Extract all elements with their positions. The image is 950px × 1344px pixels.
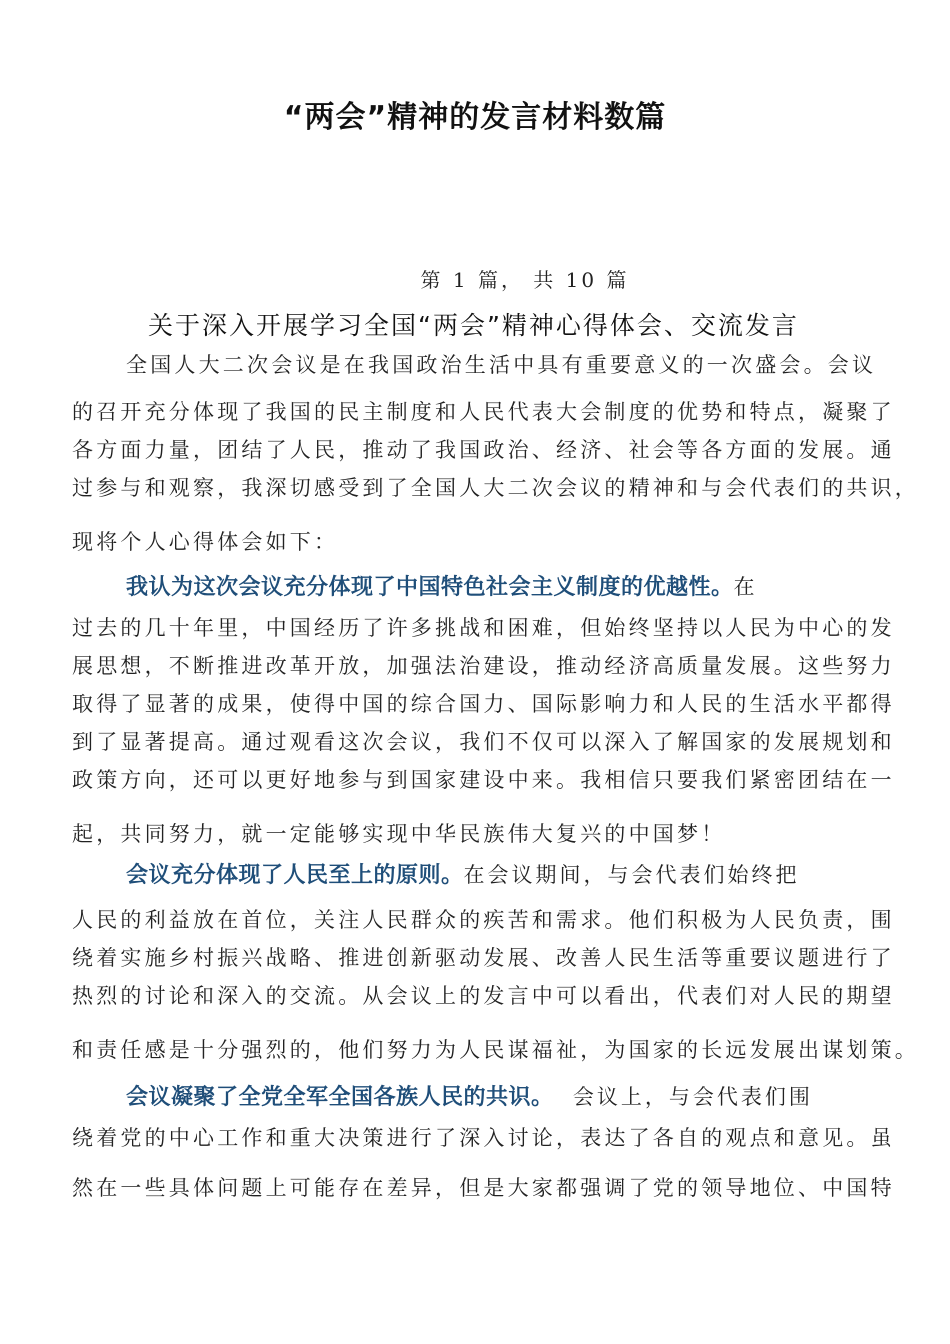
paragraph-3-line-4: 热烈的讨论和深入的交流。从会议上的发言中可以看出，代表们对人民的期望 bbox=[72, 984, 895, 1008]
paragraph-3-line-2: 人民的利益放在首位，关注人民群众的疾苦和需求。他们积极为人民负责，围 bbox=[72, 908, 895, 932]
paragraph-1-line-1: 全国人大二次会议是在我国政治生活中具有重要意义的一次盛会。会议 bbox=[126, 353, 877, 377]
document-title: “两会”精神的发言材料数篇 bbox=[283, 100, 667, 135]
paragraph-2-line-1 bbox=[126, 570, 758, 601]
paragraph-2-heading: 我认为这次会议充分体现了中国特色社会主义制度的优越性。 bbox=[126, 575, 734, 600]
paragraph-4-line-1-rest: 会议上，与会代表们围 bbox=[553, 1085, 813, 1109]
paragraph-3-line-3: 绕着实施乡村振兴战略、推进创新驱动发展、改善人民生活等重要议题进行了 bbox=[72, 946, 895, 970]
paragraph-2-line-4: 取得了显著的成果，使得中国的综合国力、国际影响力和人民的生活水平都得 bbox=[72, 692, 895, 716]
paragraph-1-line-5: 现将个人心得体会如下： bbox=[72, 530, 339, 554]
paragraph-3-line-1-rest: 在会议期间，与会代表们始终把 bbox=[463, 863, 800, 887]
paragraph-2-line-3: 展思想，不断推进改革开放，加强法治建设，推动经济高质量发展。这些努力 bbox=[72, 654, 895, 678]
section-title: 关于深入开展学习全国“两会”精神心得体会、交流发言 bbox=[148, 311, 799, 340]
part-counter: 第 1 篇， 共 10 篇 bbox=[420, 268, 630, 292]
paragraph-1-line-3: 各方面力量，团结了人民，推动了我国政治、经济、社会等各方面的发展。通 bbox=[72, 438, 895, 462]
paragraph-3-line-1 bbox=[126, 858, 800, 889]
paragraph-2-line-6: 政策方向，还可以更好地参与到国家建设中来。我相信只要我们紧密团结在一 bbox=[72, 768, 895, 792]
paragraph-2-line-5: 到了显著提高。通过观看这次会议，我们不仅可以深入了解国家的发展规划和 bbox=[72, 730, 895, 754]
paragraph-1-line-2: 的召开充分体现了我国的民主制度和人民代表大会制度的优势和特点，凝聚了 bbox=[72, 400, 895, 424]
paragraph-4-line-1 bbox=[126, 1080, 813, 1111]
paragraph-2-line-7: 起，共同努力，就一定能够实现中华民族伟大复兴的中国梦！ bbox=[72, 822, 726, 846]
paragraph-2-line-1-rest: 在 bbox=[733, 575, 758, 599]
paragraph-4-line-3: 然在一些具体问题上可能存在差异，但是大家都强调了党的领导地位、中国特 bbox=[72, 1176, 895, 1200]
paragraph-3-heading: 会议充分体现了人民至上的原则。 bbox=[126, 863, 464, 888]
paragraph-3-line-5: 和责任感是十分强烈的，他们努力为人民谋福祉，为国家的长远发展出谋划策。 bbox=[72, 1038, 919, 1062]
paragraph-4-heading: 会议凝聚了全党全军全国各族人民的共识。 bbox=[126, 1085, 554, 1110]
paragraph-4-line-2: 绕着党的中心工作和重大决策进行了深入讨论，表达了各自的观点和意见。虽 bbox=[72, 1126, 895, 1150]
paragraph-1-line-4: 过参与和观察，我深切感受到了全国人大二次会议的精神和与会代表们的共识， bbox=[72, 476, 919, 500]
paragraph-2-line-2: 过去的几十年里，中国经历了许多挑战和困难，但始终坚持以人民为中心的发 bbox=[72, 616, 895, 640]
